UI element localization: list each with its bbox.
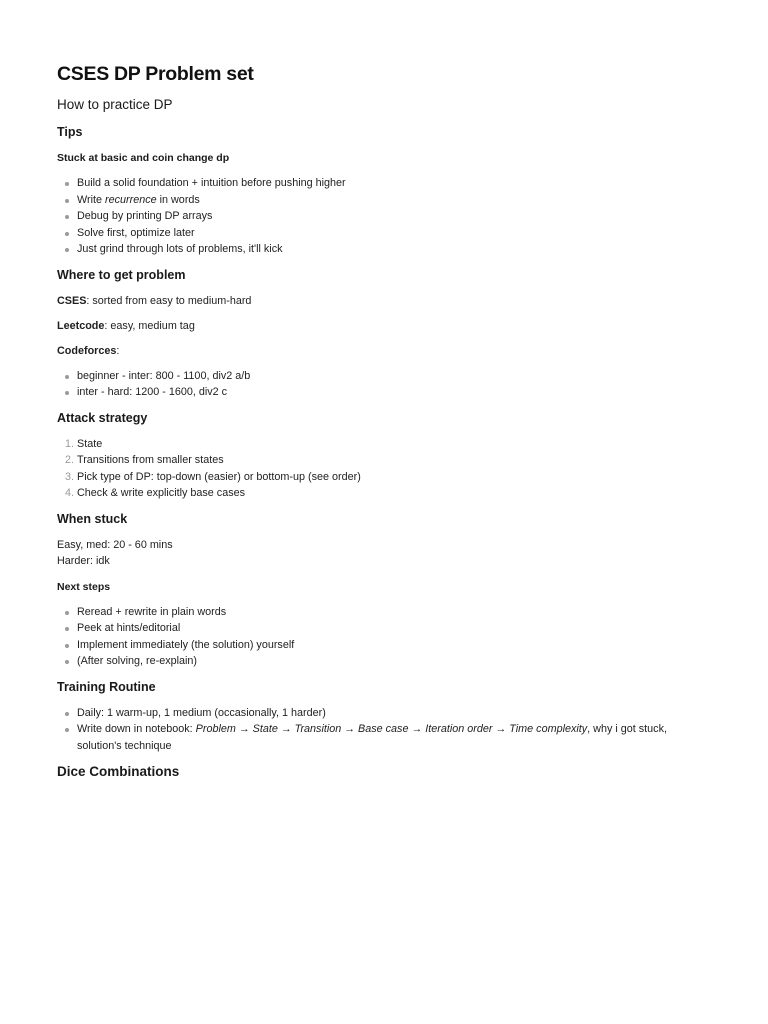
text-prefix: Write down in notebook: xyxy=(77,723,196,735)
list-item: 2. Transitions from smaller states xyxy=(77,452,710,469)
codeforces-list xyxy=(57,368,710,401)
list-item: (After solving, re-explain) xyxy=(77,653,710,670)
tips-heading: Tips xyxy=(57,125,83,139)
list-item: 4. Check & write explicitly base cases xyxy=(77,485,710,502)
attack-steps xyxy=(57,436,710,502)
stuck-time-hard: Harder: idk xyxy=(57,554,110,567)
text-prefix: Write xyxy=(77,193,105,206)
list-item: Peek at hints/editorial xyxy=(77,620,710,637)
list-item: Implement immediately (the solution) yourself xyxy=(77,637,710,654)
text-suffix: , why i got stuck, solution's technique xyxy=(77,723,667,752)
list-item: Solve first, optimize later xyxy=(77,225,710,242)
source-text: : easy, medium tag xyxy=(104,319,195,332)
emphasis: recurrence xyxy=(105,193,157,206)
page-title: CSES DP Problem set xyxy=(57,63,254,85)
list-item xyxy=(77,192,710,209)
dice-heading: Dice Combinations xyxy=(57,764,180,779)
tips-list xyxy=(57,175,710,258)
text-suffix: in words xyxy=(156,193,200,206)
attack-heading: Attack strategy xyxy=(57,410,148,425)
next-steps-heading: Next steps xyxy=(57,580,111,593)
where-heading: Where to get problem xyxy=(57,267,186,282)
source-text: : sorted from easy to medium-hard xyxy=(86,294,252,307)
list-item: Daily: 1 warm-up, 1 medium (occasionally, 1 harder) xyxy=(77,705,710,722)
next-steps-list xyxy=(57,604,710,670)
source-label: CSES xyxy=(57,294,87,307)
list-item: Just grind through lots of problems, it'll kick xyxy=(77,241,710,258)
stuck-time-easy: Easy, med: 20 - 60 mins xyxy=(57,538,173,551)
list-item xyxy=(77,721,710,754)
list-item: Reread + rewrite in plain words xyxy=(77,604,710,621)
source-label: Codeforces xyxy=(57,344,117,357)
source-leetcode xyxy=(57,318,710,334)
practice-heading: How to practice DP xyxy=(57,97,173,112)
list-item: inter - hard: 1200 - 1600, div2 c xyxy=(77,384,710,401)
list-item: 1. State xyxy=(77,436,710,453)
source-text: : xyxy=(116,344,120,357)
tips-subheading: Stuck at basic and coin change dp xyxy=(57,152,230,164)
list-item: 3. Pick type of DP: top-down (easier) or bottom-up (see order) xyxy=(77,469,710,486)
list-item: Debug by printing DP arrays xyxy=(77,208,710,225)
source-cses xyxy=(57,293,710,309)
routine-list xyxy=(57,705,710,755)
list-item: beginner - inter: 800 - 1100, div2 a/b xyxy=(77,368,710,385)
source-codeforces xyxy=(57,343,710,359)
source-label: Leetcode xyxy=(57,319,105,332)
routine-heading: Training Routine xyxy=(57,679,156,694)
list-item: Build a solid foundation + intuition before pushing higher xyxy=(77,175,710,192)
stuck-heading: When stuck xyxy=(57,511,128,526)
emphasis: Problem → State → Transition → Base case → Iteration order → Time complexity xyxy=(195,723,588,735)
